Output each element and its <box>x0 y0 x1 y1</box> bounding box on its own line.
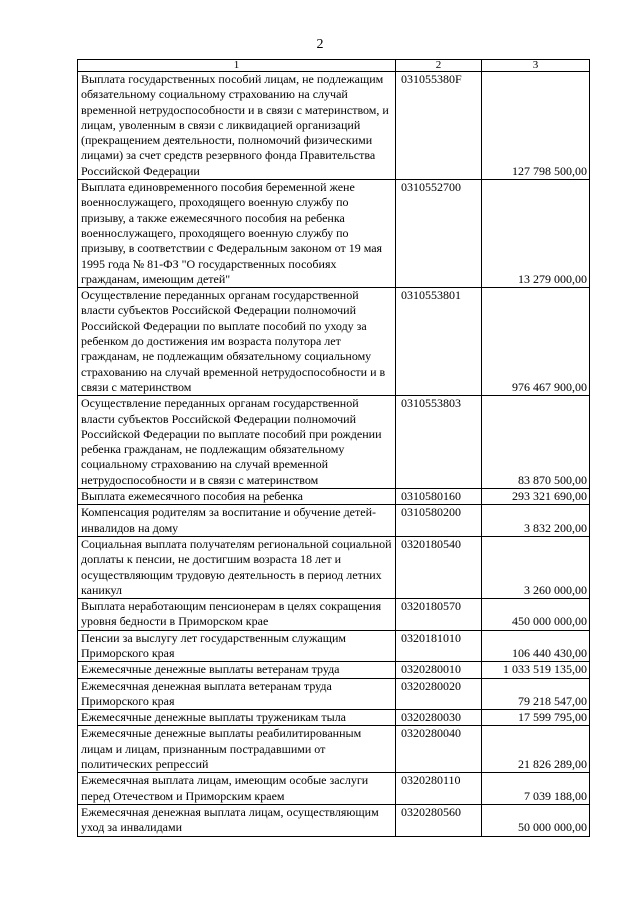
row-amount: 127 798 500,00 <box>482 72 590 180</box>
column-header-3: 3 <box>482 60 590 72</box>
row-code: 0320181010 <box>396 630 482 662</box>
row-code: 0320180570 <box>396 599 482 631</box>
row-name: Ежемесячная денежная выплата ветеранам труда Приморского края <box>78 678 396 710</box>
row-amount: 293 321 690,00 <box>482 489 590 505</box>
table-row <box>78 396 590 489</box>
table-header-row <box>78 60 590 72</box>
row-amount: 1 033 519 135,00 <box>482 662 590 678</box>
table-row <box>78 72 590 180</box>
budget-table <box>77 59 590 837</box>
row-name: Ежемесячные денежные выплаты реабилитированным лицам и лицам, признанным пострадавшими от политических репрессий <box>78 726 396 773</box>
table-row <box>78 536 590 598</box>
row-code: 0320180540 <box>396 536 482 598</box>
row-code: 0310580200 <box>396 505 482 537</box>
row-name: Выплата неработающим пенсионерам в целях сокращения уровня бедности в Приморском крае <box>78 599 396 631</box>
table-row <box>78 773 590 805</box>
row-code: 0310553801 <box>396 288 482 396</box>
row-amount: 21 826 289,00 <box>482 726 590 773</box>
table-row <box>78 505 590 537</box>
table-row <box>78 288 590 396</box>
row-code: 031055380F <box>396 72 482 180</box>
row-amount: 3 832 200,00 <box>482 505 590 537</box>
row-name: Выплата единовременного пособия беременной жене военнослужащего, проходящего военную службу по призыву, а также ежемесячного пособия на ребенка военнослужащего, проходящего военную службу по призыву, в соответствии с Федеральным законом от 19 мая 1995 года № 81-ФЗ "О государственных пособиях гражданам, имеющим детей" <box>78 180 396 288</box>
row-name: Ежемесячная выплата лицам, имеющим особые заслуги перед Отечеством и Приморским краем <box>78 773 396 805</box>
row-code: 0310553803 <box>396 396 482 489</box>
row-amount: 79 218 547,00 <box>482 678 590 710</box>
row-code: 0320280110 <box>396 773 482 805</box>
table-row <box>78 180 590 288</box>
row-name: Ежемесячная денежная выплата лицам, осуществляющим уход за инвалидами <box>78 804 396 836</box>
row-name: Пенсии за выслугу лет государственным служащим Приморского края <box>78 630 396 662</box>
table-row <box>78 804 590 836</box>
column-header-2: 2 <box>396 60 482 72</box>
row-amount: 106 440 430,00 <box>482 630 590 662</box>
table-row <box>78 630 590 662</box>
row-amount: 3 260 000,00 <box>482 536 590 598</box>
row-amount: 976 467 900,00 <box>482 288 590 396</box>
row-code: 0310552700 <box>396 180 482 288</box>
table-row <box>78 678 590 710</box>
row-amount: 450 000 000,00 <box>482 599 590 631</box>
row-name: Компенсация родителям за воспитание и обучение детей-инвалидов на дому <box>78 505 396 537</box>
table-row <box>78 489 590 505</box>
table-row <box>78 710 590 726</box>
row-amount: 7 039 188,00 <box>482 773 590 805</box>
row-name: Выплата государственных пособий лицам, не подлежащим обязательному социальному страхованию на случай временной нетрудоспособности и в связи с материнством, и лицам, уволенным в связи с ликвидацией организаций (прекращением деятельности, полномочий физическими лицами) за счет средств резервного фонда Правительства Российской Федерации <box>78 72 396 180</box>
column-header-1: 1 <box>78 60 396 72</box>
row-code: 0320280560 <box>396 804 482 836</box>
page-number: 2 <box>316 37 324 52</box>
row-amount: 17 599 795,00 <box>482 710 590 726</box>
row-amount: 13 279 000,00 <box>482 180 590 288</box>
table-row <box>78 599 590 631</box>
row-amount: 50 000 000,00 <box>482 804 590 836</box>
row-code: 0320280010 <box>396 662 482 678</box>
row-name: Выплата ежемесячного пособия на ребенка <box>78 489 396 505</box>
row-name: Ежемесячные денежные выплаты труженикам тыла <box>78 710 396 726</box>
row-name: Осуществление переданных органам государственной власти субъектов Российской Федерации полномочий Российской Федерации по выплате пособий при рождении ребенка гражданам, не подлежащим обязательному социальному страхованию на случай временной нетрудоспособности и в связи с материнством <box>78 396 396 489</box>
row-name: Ежемесячные денежные выплаты ветеранам труда <box>78 662 396 678</box>
row-code: 0320280030 <box>396 710 482 726</box>
row-name: Социальная выплата получателям региональной социальной доплаты к пенсии, не достигшим возраста 18 лет и осуществляющим трудовую деятельность в период летних каникул <box>78 536 396 598</box>
row-code: 0320280020 <box>396 678 482 710</box>
row-amount: 83 870 500,00 <box>482 396 590 489</box>
table-row <box>78 726 590 773</box>
table-row <box>78 662 590 678</box>
row-code: 0320280040 <box>396 726 482 773</box>
row-code: 0310580160 <box>396 489 482 505</box>
row-name: Осуществление переданных органам государственной власти субъектов Российской Федерации полномочий Российской Федерации по выплате пособий по уходу за ребенком до достижения им возраста полутора лет гражданам, не подлежащим обязательному социальному страхованию на случай временной нетрудоспособности и в связи с материнством <box>78 288 396 396</box>
